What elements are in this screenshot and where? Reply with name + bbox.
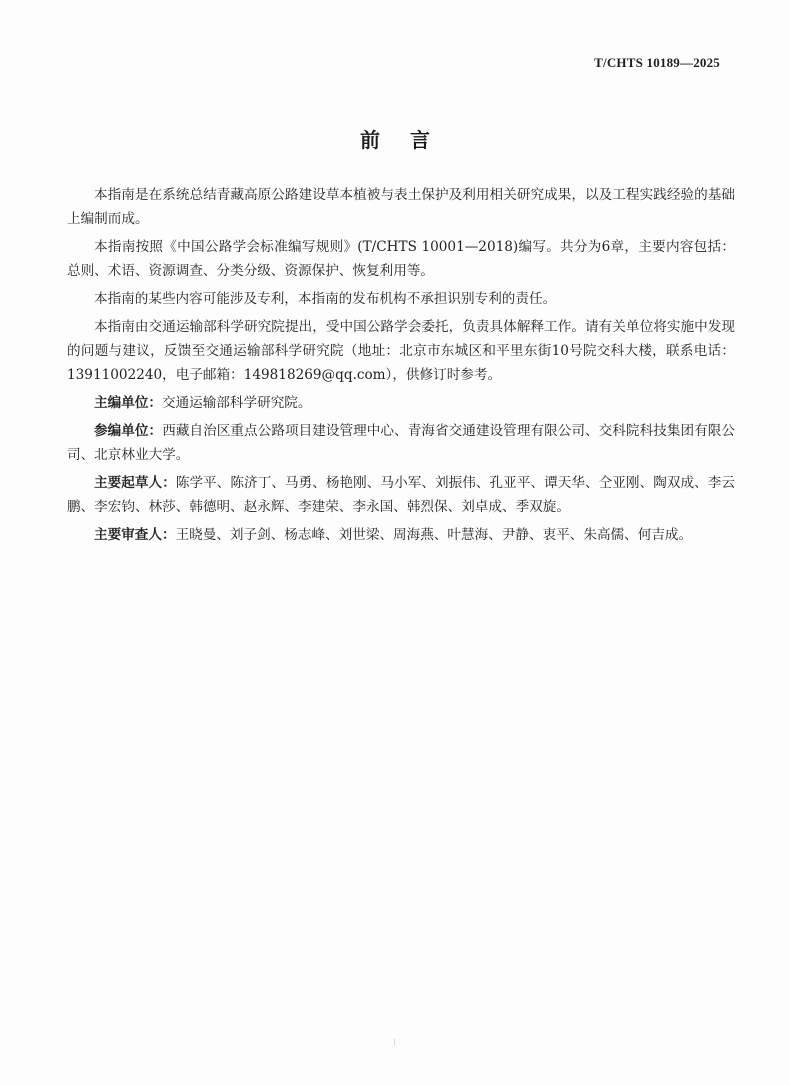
participating-units-label: 参编单位： (94, 423, 163, 439)
paragraph-basis: 本指南是在系统总结青藏高原公路建设草本植被与表土保护及利用相关研究成果，以及工程实践经验的基础上编制而成。 (67, 187, 735, 227)
scan-mark (394, 1039, 395, 1045)
standard-code: T/CHTS 10189—2025 (594, 55, 720, 70)
paragraph-patent: 本指南的某些内容可能涉及专利，本指南的发布机构不承担识别专利的责任。 (94, 291, 557, 307)
reviewers-line (67, 523, 735, 547)
preface-body (67, 183, 735, 551)
participating-units-value: 西藏自治区重点公路项目建设管理中心、青海省交通建设管理有限公司、交科院科技集团有限公司、北京林业大学。 (67, 423, 736, 463)
chief-unit-label: 主编单位： (94, 395, 162, 411)
reviewers-value: 王晓曼、刘子剑、杨志峰、刘世梁、周海燕、叶慧海、尹静、衷平、朱高儒、何吉成。 (175, 527, 693, 543)
reviewers-label: 主要审查人： (94, 527, 176, 543)
drafters-value: 陈学平、陈济丁、马勇、杨艳刚、马小军、刘振伟、孔亚平、谭天华、仝亚刚、陶双成、李云鹏、李宏钧、林莎、韩德明、赵永辉、李建荣、李永国、韩烈保、刘卓成、季双旋。 (67, 475, 736, 515)
drafters-line (67, 471, 735, 519)
drafters-label: 主要起草人： (94, 475, 176, 491)
chief-unit-value: 交通运输部科学研究院。 (161, 395, 312, 411)
participating-units-line (67, 419, 735, 467)
page-title: 前言 (360, 128, 460, 152)
paragraph-feedback: 本指南由交通运输部科学研究院提出，受中国公路学会委托，负责具体解释工作。请有关单位将实施中发现的问题与建议，反馈至交通运输部科学研究院（地址：北京市东城区和平里东街10号院交科大楼，联系电话：13911002240，电子邮箱：149818269@qq.com），供修订时参考。 (67, 319, 735, 383)
paragraph-structure: 本指南按照《中国公路学会标准编写规则》(T/CHTS 10001—2018)编写。共分为6章，主要内容包括：总则、术语、资源调查、分类分级、资源保护、恢复利用等。 (67, 239, 735, 279)
chief-unit-line (67, 391, 735, 415)
